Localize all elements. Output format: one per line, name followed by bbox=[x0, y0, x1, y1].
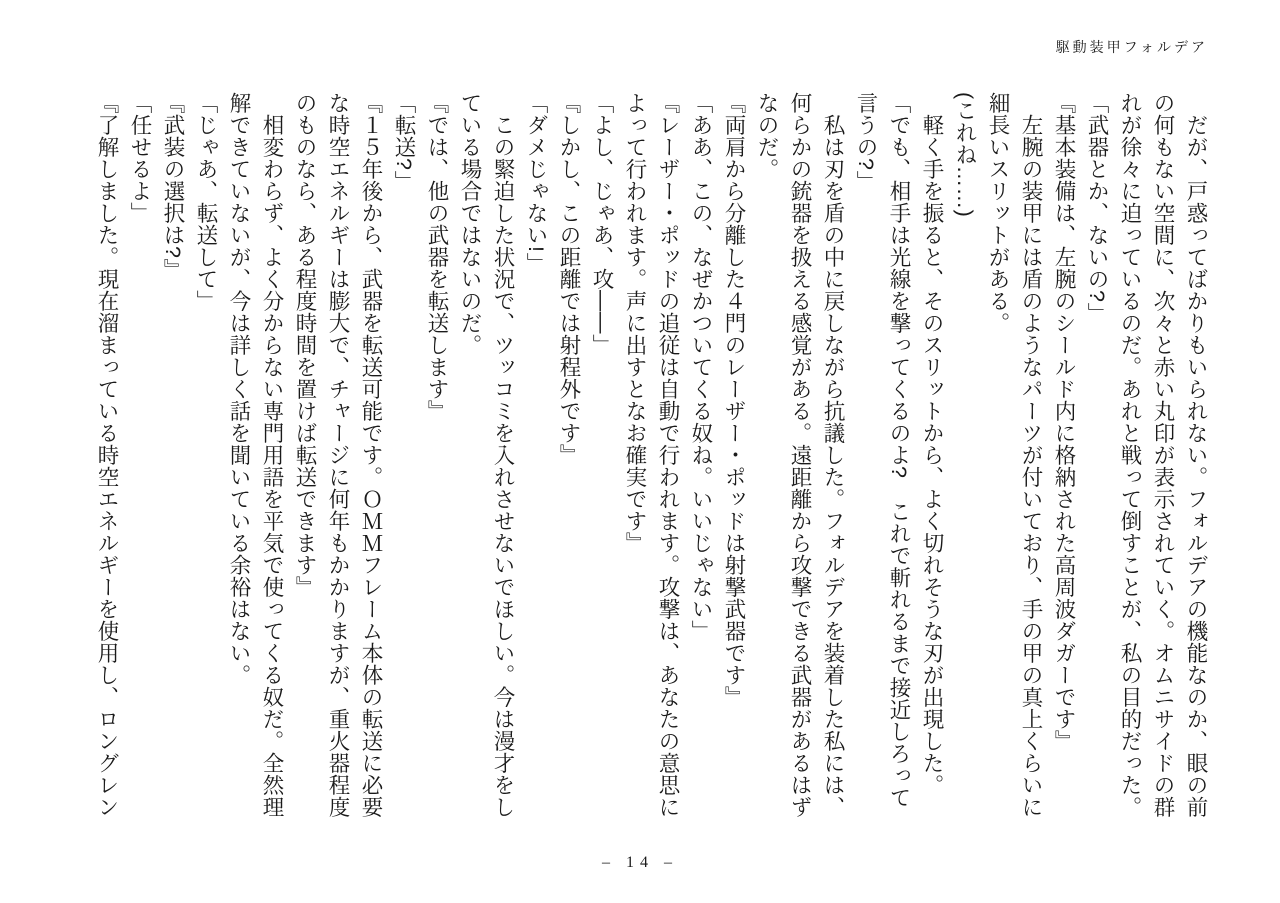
paragraph: 私は刃を盾の中に戻しながら抗議した。フォルデアを装着した私には、何らかの銃器を扱える感覚がある。遠距離から攻撃できる武器があるはずなのだ。 bbox=[755, 92, 845, 818]
paragraph: 『基本装備は、左腕のシールド内に格納された高周波ダガーです』 bbox=[1052, 92, 1076, 752]
page-body bbox=[90, 92, 1212, 819]
paragraph: 『両肩から分離した４門のレーザー・ポッドは射撃武器です』 bbox=[722, 92, 746, 708]
paragraph: だが、戸惑ってばかりもいられない。フォルデアの機能なのか、眼の前の何もない空間に、次々と赤い丸印が表示されていく。オムニサイドの群れが徐々に迫っているのだ。あれと戦って倒すことが、私の目的だった。 bbox=[1118, 92, 1208, 818]
paragraph: この緊迫した状況で、ツッコミを入れさせないでほしい。今は漫才をしている場合ではないのだ。 bbox=[458, 92, 515, 818]
running-header bbox=[1056, 37, 1208, 57]
paragraph: (これね……) bbox=[953, 92, 977, 218]
paragraph: 「転送?」 bbox=[392, 92, 416, 193]
paragraph: 軽く手を振ると、そのスリットから、よく切れそうな刃が出現した。 bbox=[920, 113, 944, 796]
paragraph: 「ダメじゃない!」 bbox=[524, 92, 548, 275]
paragraph: 『しかし、この距離では射程外です』 bbox=[557, 92, 581, 466]
page-number: – 14 – bbox=[602, 854, 678, 871]
paragraph: 『１５年後から、武器を転送可能です。ＯＭＭフレーム本体の転送に必要な時空エネルギーは膨大で、チャージに何年もかかりますが、重火器程度のものなら、ある程度時間を置けば転送できます』 bbox=[293, 92, 383, 818]
paragraph: 『レーザー・ポッドの追従は自動で行われます。攻撃は、あなたの意思によって行われます。声に出すとなお確実です』 bbox=[623, 92, 680, 818]
paragraph: 『了解しました。現在溜まっている時空エネルギーを使用し、ロングレン bbox=[95, 92, 119, 818]
paragraph: 相変わらず、よく分からない専門用語を平気で使ってくる奴だ。全然理解できていないが、今は詳しく話を聞いている余裕はない。 bbox=[227, 92, 284, 818]
paragraph: 「武器とか、ないの?」 bbox=[1085, 92, 1109, 325]
paragraph: 「任せるよ」 bbox=[128, 92, 152, 224]
paragraph: 『武装の選択は?』 bbox=[161, 92, 185, 281]
paragraph: 「よし、じゃあ、攻――」 bbox=[590, 92, 614, 356]
paragraph: 「ああ、この、なぜかついてくる奴ね。いいじゃない」 bbox=[689, 92, 713, 642]
paragraph: 『では、他の武器を転送します』 bbox=[425, 92, 449, 422]
paragraph: 「じゃあ、転送して」 bbox=[194, 92, 218, 312]
running-header-title: 駆動装甲フォルデア bbox=[1055, 39, 1208, 55]
paragraph: 左腕の装甲には盾のようなパーツが付いており、手の甲の真上くらいに細長いスリットがある。 bbox=[986, 92, 1043, 818]
page-footer bbox=[0, 854, 1280, 872]
paragraph: 「でも、相手は光線を撃ってくるのよ? これで斬れるまで接近しろって言うの?」 bbox=[854, 92, 911, 809]
